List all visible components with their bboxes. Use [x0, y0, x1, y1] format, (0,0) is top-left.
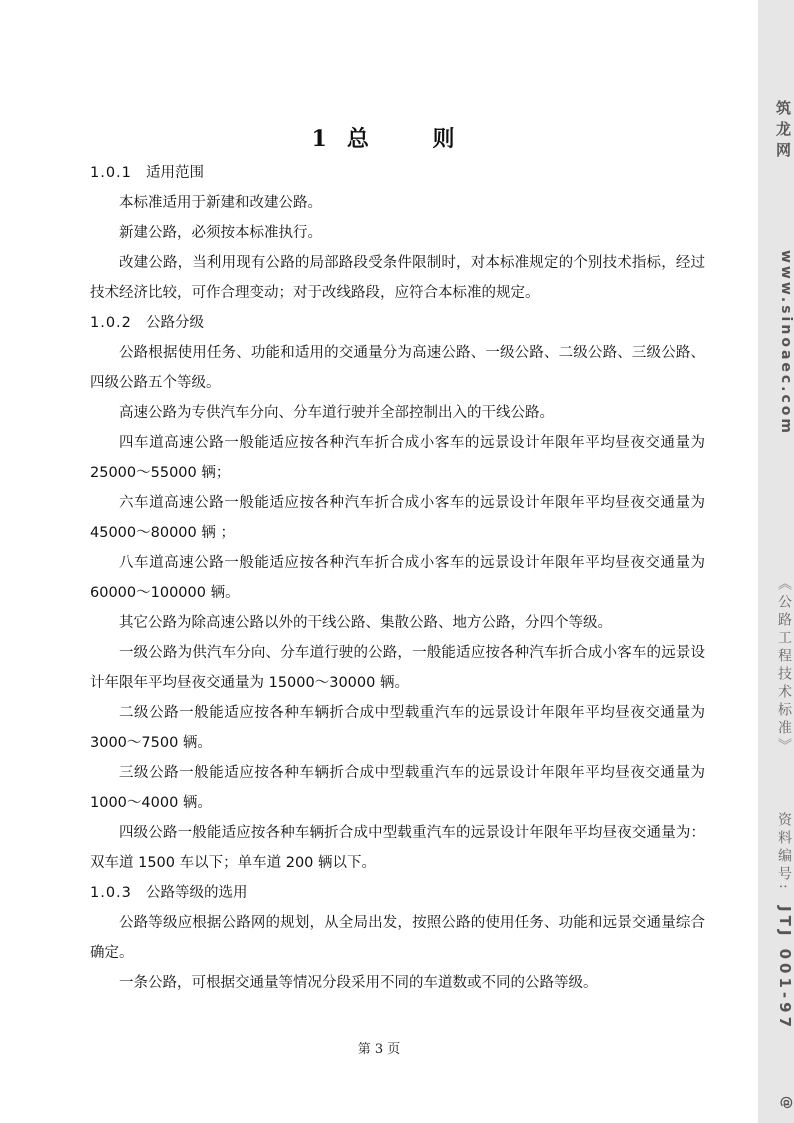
section-title: 公路分级: [146, 315, 204, 331]
paragraph: 新建公路，必须按本标准执行。: [119, 225, 322, 241]
page-number: 第 3 页: [357, 1042, 401, 1057]
chapter-name: 总 则: [346, 126, 483, 152]
section-heading: [90, 308, 705, 338]
sidebar-brand: 筑龙网: [774, 100, 792, 163]
paragraph: 二级公路一般能适应按各种车辆折合成中型载重汽车的远景设计年限年平均昼夜交通量为 3000～7500 辆。: [90, 705, 705, 751]
document-body: [90, 158, 705, 998]
section-title: 适用范围: [146, 165, 204, 181]
paragraph: 其它公路为除高速公路以外的干线公路、集散公路、地方公路，分四个等级。: [119, 615, 612, 631]
section-title: 公路等级的选用: [146, 885, 248, 901]
section-heading: [90, 158, 705, 188]
paragraph: 八车道高速公路一般能适应按各种汽车折合成小客车的远景设计年限年平均昼夜交通量为 60000～100000 辆。: [90, 555, 705, 601]
paragraph: 四级公路一般能适应按各种车辆折合成中型载重汽车的远景设计年限年平均昼夜交通量为：双车道 1500 车以下；单车道 200 辆以下。: [90, 825, 705, 871]
paragraph: 公路等级应根据公路网的规划，从全局出发，按照公路的使用任务、功能和远景交通量综合确定。: [90, 915, 705, 961]
paragraph: 公路根据使用任务、功能和适用的交通量分为高速公路、一级公路、二级公路、三级公路、四级公路五个等级。: [90, 345, 705, 391]
chapter-title: [0, 122, 794, 153]
section-heading: [90, 878, 705, 908]
sidebar-book-title: 《公路工程技术标准》: [776, 576, 792, 756]
watermark-sidebar: [758, 0, 794, 1123]
sidebar-code-label: 资料编号:: [776, 812, 792, 893]
sidebar-mark: @: [779, 1096, 794, 1109]
paragraph: 一条公路，可根据交通量等情况分段采用不同的车道数或不同的公路等级。: [119, 975, 598, 991]
section-number: 1.0.1: [90, 165, 132, 181]
paragraph: 三级公路一般能适应按各种车辆折合成中型载重汽车的远景设计年限年平均昼夜交通量为 1000～4000 辆。: [90, 765, 705, 811]
paragraph: 高速公路为专供汽车分向、分车道行驶并全部控制出入的干线公路。: [119, 405, 554, 421]
sidebar-url: www.sinoaec.com: [778, 250, 794, 437]
paragraph: 四车道高速公路一般能适应按各种汽车折合成小客车的远景设计年限年平均昼夜交通量为 25000～55000 辆；: [90, 435, 705, 481]
section-number: 1.0.2: [90, 315, 132, 331]
paragraph: 本标准适用于新建和改建公路。: [119, 195, 322, 211]
paragraph: 六车道高速公路一般能适应按各种汽车折合成小客车的远景设计年限年平均昼夜交通量为 45000～80000 辆 ；: [90, 495, 705, 541]
paragraph: 改建公路，当利用现有公路的局部路段受条件限制时，对本标准规定的个别技术指标，经过技术经济比较，可作合理变动；对于改线路段，应符合本标准的规定。: [90, 255, 705, 301]
sidebar-code: JTJ 001-97: [776, 906, 794, 1032]
chapter-number: 1: [311, 126, 329, 152]
section-number: 1.0.3: [90, 885, 132, 901]
paragraph: 一级公路为供汽车分向、分车道行驶的公路，一般能适应按各种汽车折合成小客车的远景设计年限年平均昼夜交通量为 15000～30000 辆。: [90, 645, 705, 691]
